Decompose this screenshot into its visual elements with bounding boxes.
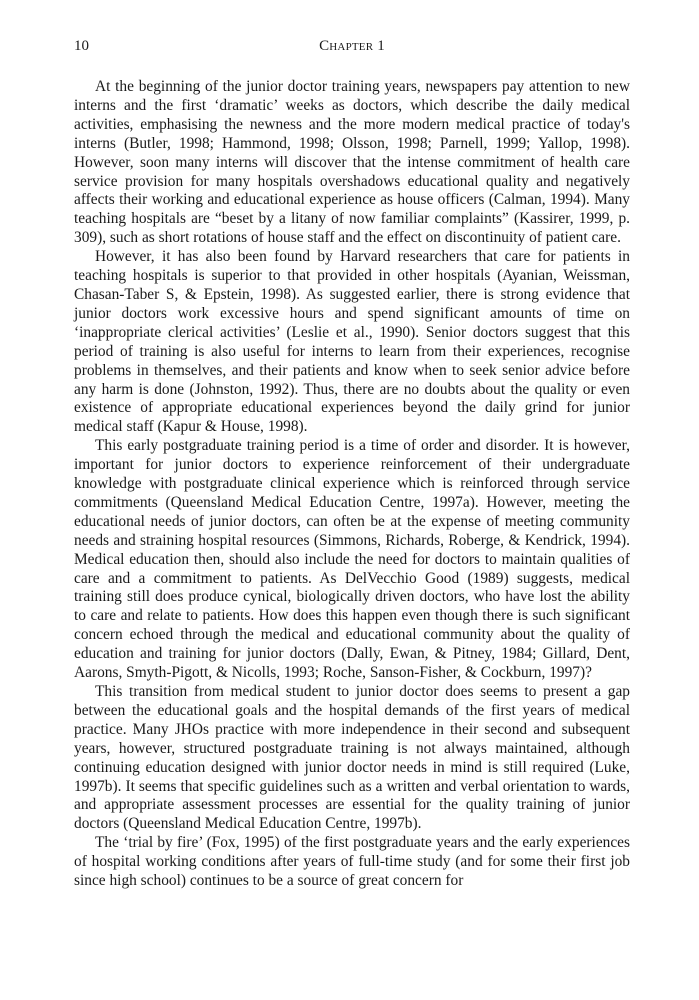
paragraph: This transition from medical student to junior doctor does seems to present a gap between the educational goals and the hospital demands of the first years of medical practice. Many JHOs practice with more independence in their second and subsequent years, however, structured postgraduate training is not always maintained, although continuing education designed with junior doctor needs in mind is still required (Luke, 1997b). It seems that specific guidelines such as a written and verbal orientation to wards, and appropriate assessment processes are essential for the quality training of junior doctors (Queensland Medical Education Centre, 1997b). [74,683,630,833]
page-header [74,38,630,60]
paragraph: This early postgraduate training period is a time of order and disorder. It is however, important for junior doctors to experience reinforcement of their undergraduate knowledge with postgraduate clinical experience which is reinforced through service commitments (Queensland Medical Education Centre, 1997a). However, meeting the educational needs of junior doctors, can often be at the expense of meeting community needs and straining hospital resources (Simmons, Richards, Roberge, & Kendrick, 1994). Medical education then, should also include the need for doctors to maintain qualities of care and a commitment to patients. As DelVecchio Good (1989) suggests, medical training still does produce cynical, biologically driven doctors, who have lost the ability to care and relate to patients. How does this happen even though there is such significant concern echoed through the medical and educational community about the quality of education and training for junior doctors (Dally, Ewan, & Pitney, 1984; Gillard, Dent, Aarons, Smyth-Pigott, & Nicolls, 1993; Roche, Sanson-Fisher, & Cockburn, 1997)? [74,437,630,682]
paragraph: The ‘trial by fire’ (Fox, 1995) of the first postgraduate years and the early experiences of hospital working conditions after years of full-time study (and for some their first job since high school) continues to be a source of great concern for [74,834,630,890]
paragraph: However, it has also been found by Harvard researchers that care for patients in teaching hospitals is superior to that provided in other hospitals (Ayanian, Weissman, Chasan-Taber S, & Epstein, 1998). As suggested earlier, there is strong evidence that junior doctors work excessive hours and spend significant amounts of time on ‘inappropriate clerical activities’ (Leslie et al., 1990). Senior doctors suggest that this period of training is also useful for interns to learn from their experiences, recognise problems in themselves, and their patients and know when to seek senior advice before any harm is done (Johnston, 1992). Thus, there are no doubts about the quality or even existence of appropriate educational experiences beyond the daily grind for junior medical staff (Kapur & House, 1998). [74,248,630,436]
page-number: 10 [74,38,89,54]
running-head: Chapter 1 [319,38,385,54]
paragraph: At the beginning of the junior doctor training years, newspapers pay attention to new interns and the first ‘dramatic’ weeks as doctors, which describe the daily medical activities, emphasising the newness and the more modern medical practice of today's interns (Butler, 1998; Hammond, 1998; Olsson, 1998; Parnell, 1999; Yallop, 1998). However, soon many interns will discover that the intense commitment of health care service provision for many hospitals overshadows educational quality and negatively affects their working and educational experience as house officers (Calman, 1994). Many teaching hospitals are “beset by a litany of now familiar complaints” (Kassirer, 1999, p. 309), such as short rotations of house staff and the effect on discontinuity of patient care. [74,78,630,247]
body-text [74,78,630,891]
